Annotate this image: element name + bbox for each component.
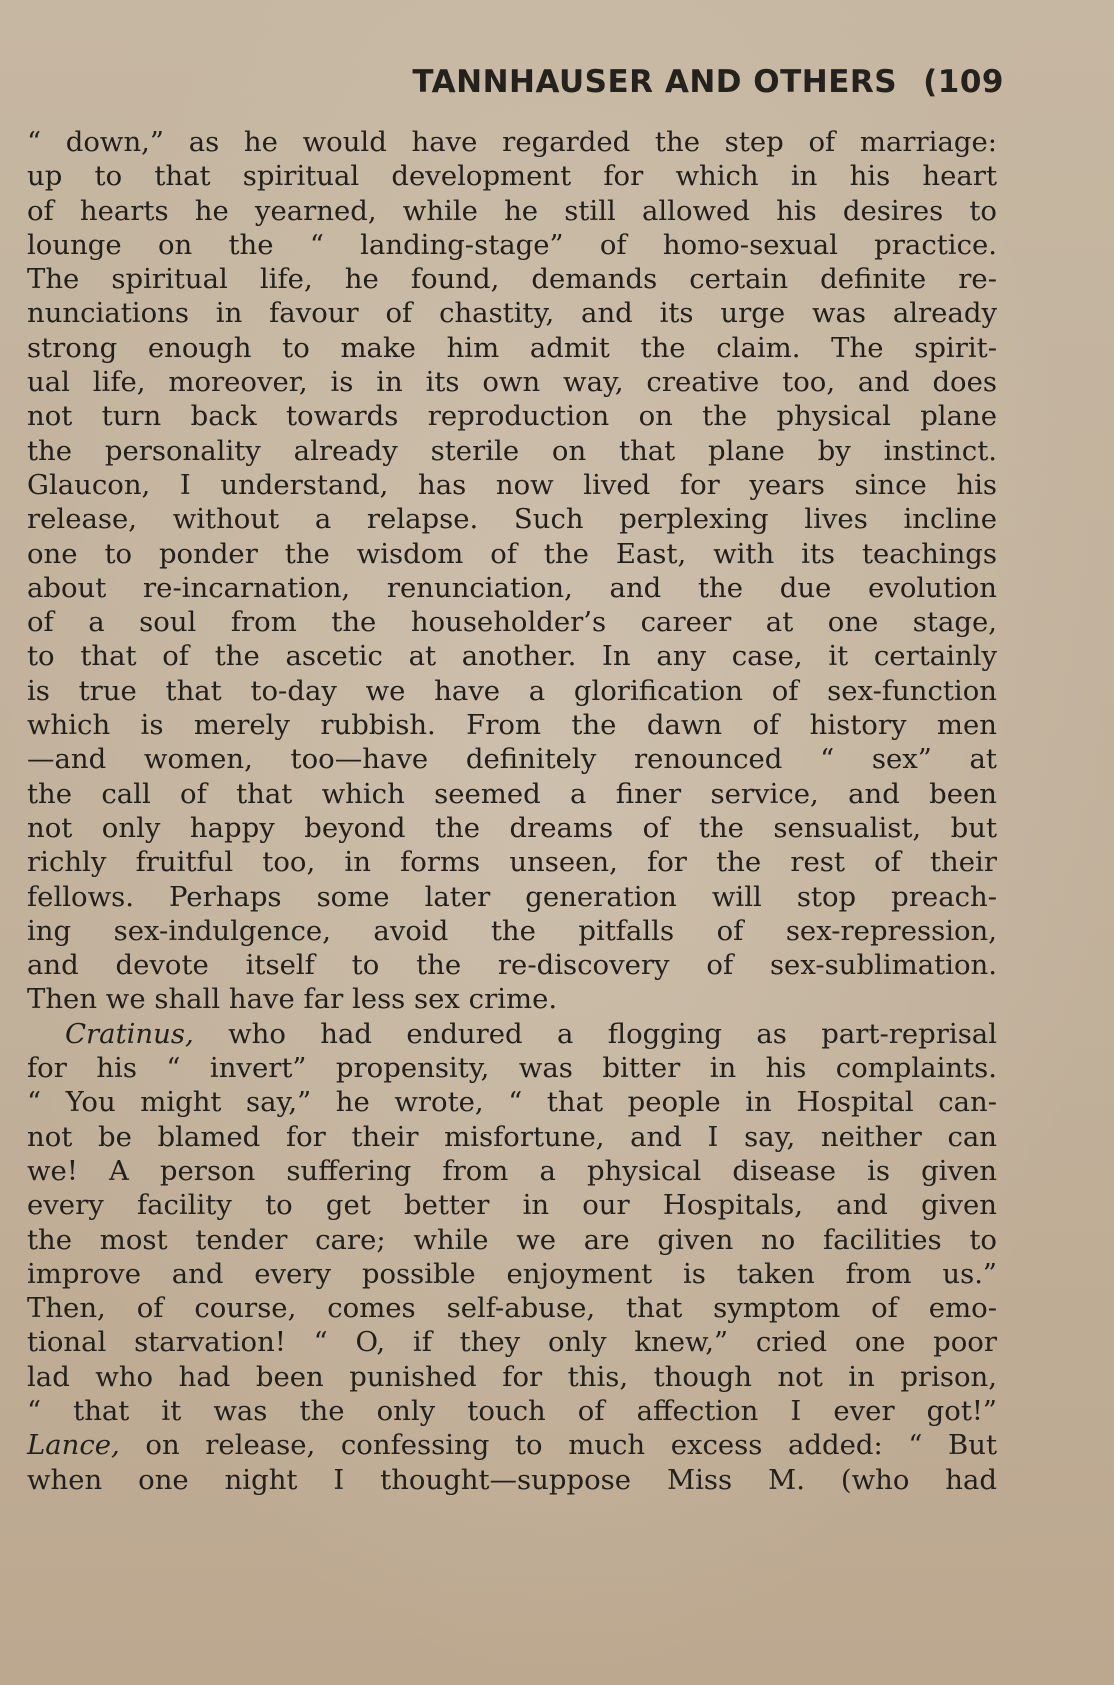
text-line: ual life, moreover, is in its own way, creative too, and does: [27, 366, 997, 399]
text-line: we! A person suffering from a physical disease is given: [27, 1154, 997, 1187]
text-line: not be blamed for their misfortune, and I say, neither can: [27, 1120, 997, 1153]
text-line: the most tender care; while we are given no facilities to: [27, 1223, 997, 1256]
text-line: of hearts he yearned, while he still allowed his desires to: [27, 194, 997, 227]
text-line: to that of the ascetic at another. In any case, it certainly: [27, 640, 997, 673]
text-line: of a soul from the householder’s career at one stage,: [27, 606, 997, 639]
text-line: for his “ invert” propensity, was bitter in his complaints.: [27, 1052, 997, 1085]
text-line: release, without a relapse. Such perplexing lives incline: [27, 503, 997, 536]
text-line: —and women, too—have definitely renounced “ sex” at: [27, 743, 997, 776]
text-line: not only happy beyond the dreams of the sensualist, but: [27, 811, 997, 844]
paragraph-start-line: [27, 1017, 997, 1051]
person-name-lance: Lance,: [27, 1429, 120, 1462]
text-line: [27, 1428, 997, 1462]
text-line: richly fruitful too, in forms unseen, for the rest of their: [27, 846, 997, 879]
page-number: (109: [923, 64, 1004, 100]
text-run: who had endured a flogging as part-reprisal: [193, 1017, 997, 1050]
text-line: tional starvation! “ O, if they only knew,” cried one poor: [27, 1326, 997, 1359]
text-line: and devote itself to the re-discovery of sex-sublimation.: [27, 949, 997, 982]
text-line: ing sex-indulgence, avoid the pitfalls of sex-repression,: [27, 914, 997, 947]
paragraph-end-line: Then we shall have far less sex crime.: [27, 983, 558, 1016]
body-text: [27, 125, 997, 1497]
text-line: “ down,” as he would have regarded the step of marriage:: [27, 126, 997, 158]
text-line: Then, of course, comes self-abuse, that symptom of emo-: [27, 1292, 997, 1325]
text-line: improve and every possible enjoyment is taken from us.”: [27, 1257, 997, 1290]
text-line: one to ponder the wisdom of the East, with its teachings: [27, 537, 997, 570]
text-line: The spiritual life, he found, demands certain definite re-: [27, 263, 997, 296]
text-line: lounge on the “ landing-stage” of homo-sexual practice.: [27, 228, 997, 261]
text-line: “ You might say,” he wrote, “ that people in Hospital can-: [27, 1086, 997, 1119]
person-name-cratinus: Cratinus,: [65, 1017, 194, 1050]
text-line: every facility to get better in our Hospitals, and given: [27, 1189, 997, 1222]
chapter-title: TANNHAUSER AND OTHERS: [412, 64, 898, 100]
text-run: on release, confessing to much excess added: “ But: [119, 1429, 997, 1462]
text-line: is true that to-day we have a glorification of sex-function: [27, 674, 997, 707]
text-line: nunciations in favour of chastity, and its urge was already: [27, 297, 997, 330]
text-line: the call of that which seemed a finer service, and been: [27, 777, 997, 810]
running-head: [412, 64, 1004, 100]
text-line: when one night I thought—suppose Miss M. (who had: [27, 1463, 997, 1496]
text-line: Glaucon, I understand, has now lived for years since his: [27, 468, 997, 501]
text-line: lad who had been punished for this, though not in prison,: [27, 1360, 997, 1393]
text-line: “ that it was the only touch of affection I ever got!”: [27, 1394, 997, 1427]
text-line: which is merely rubbish. From the dawn of history men: [27, 709, 997, 742]
text-line: about re-incarnation, renunciation, and the due evolution: [27, 571, 997, 604]
text-line: the personality already sterile on that plane by instinct.: [27, 434, 997, 467]
text-line: up to that spiritual development for which in his heart: [27, 160, 997, 193]
text-line: strong enough to make him admit the claim. The spirit-: [27, 331, 997, 364]
text-line: fellows. Perhaps some later generation will stop preach-: [27, 880, 997, 913]
text-line: not turn back towards reproduction on the physical plane: [27, 400, 997, 433]
